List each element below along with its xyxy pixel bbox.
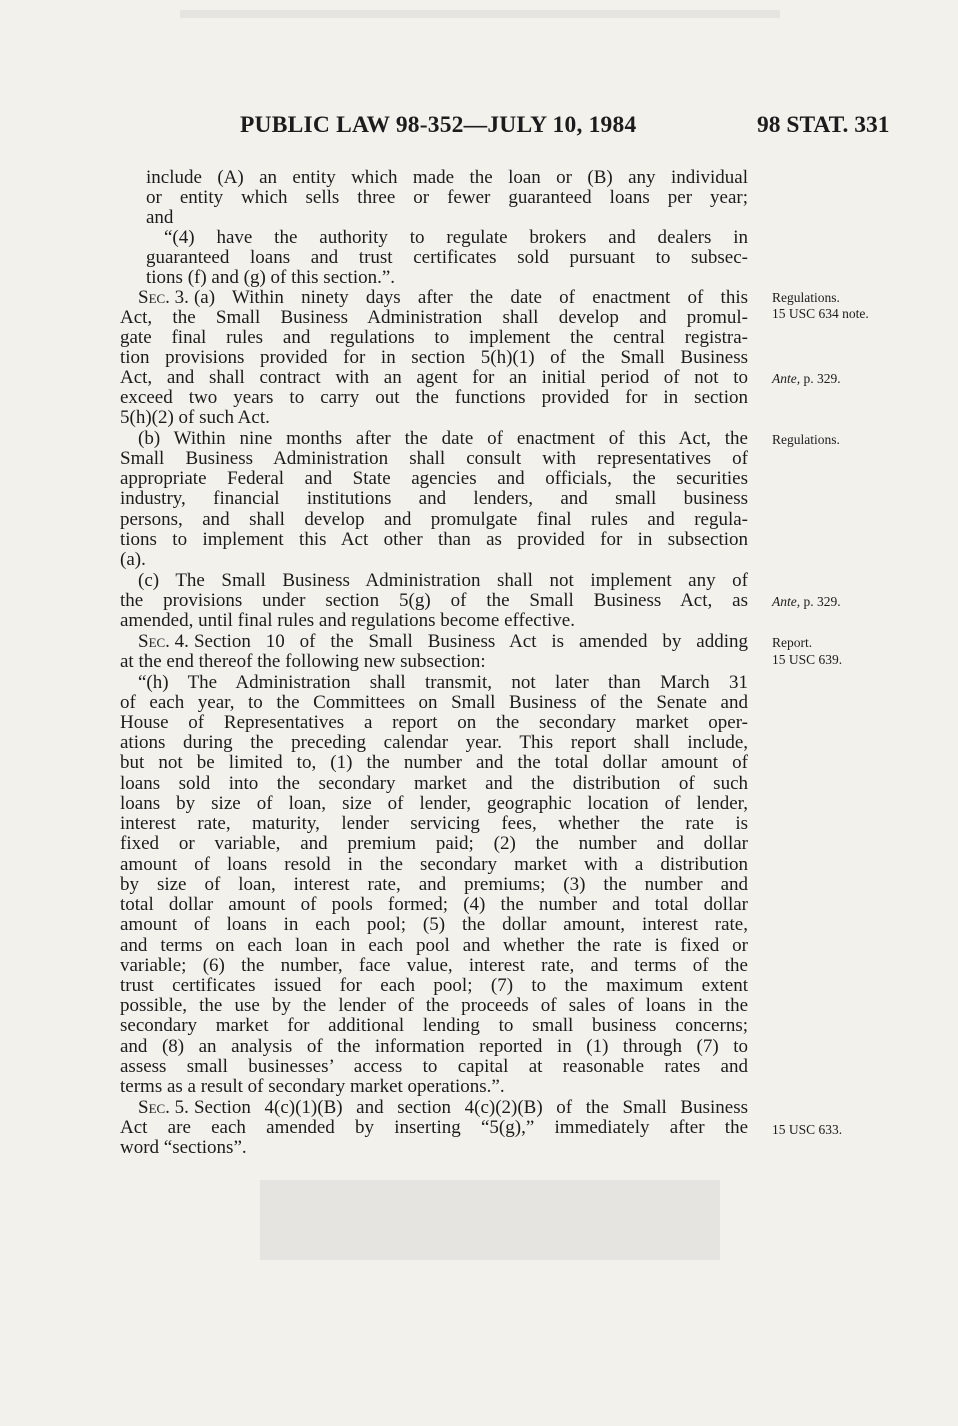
section-label: Sec. 3.: [138, 288, 189, 308]
ante-italic: Ante,: [772, 594, 801, 609]
body-line: fixed or variable, and premium paid; (2) the number and dollar: [120, 834, 748, 854]
section-label: Sec. 4.: [138, 632, 189, 652]
body-line: or entity which sells three or fewer guaranteed loans per year;: [146, 188, 748, 208]
body-line: Act, and shall contract with an agent for an initial period of not to: [120, 368, 748, 388]
body-line: (b) Within nine months after the date of enactment of this Act, the: [138, 429, 748, 449]
body-line: secondary market for additional lending to small business concerns;: [120, 1016, 748, 1036]
body-line: tions to implement this Act other than as provided for in subsection: [120, 530, 748, 550]
body-line: Small Business Administration shall consult with representatives of: [120, 449, 748, 469]
margin-note-regulations: Regulations.: [772, 290, 840, 305]
body-line: “(h) The Administration shall transmit, not later than March 31: [138, 673, 748, 693]
body-line: word “sections”.: [120, 1138, 247, 1158]
body-line: Section 10 of the Small Business Act is amended by adding: [193, 632, 748, 652]
body-line: interest rate, maturity, lender servicing fees, whether the rate is: [120, 814, 748, 834]
margin-note-ante: [772, 594, 841, 609]
body-line: tion provisions provided for in section 5(h)(1) of the Small Business: [120, 348, 748, 368]
margin-note-usc-citation: 15 USC 634 note.: [772, 306, 869, 321]
body-line: guaranteed loans and trust certificates sold pursuant to subsec-: [146, 248, 748, 268]
body-line: possible, the use by the lender of the proceeds of sales of loans in the: [120, 996, 748, 1016]
body-line: amended, until final rules and regulations become effective.: [120, 611, 575, 631]
bleed-through-top: [180, 10, 780, 18]
body-line: gate final rules and regulations to implement the central registra-: [120, 328, 748, 348]
body-line: exceed two years to carry out the functions provided for in section: [120, 388, 748, 408]
page-header-title: PUBLIC LAW 98-352—JULY 10, 1984: [240, 112, 637, 138]
body-line: (a).: [120, 550, 146, 570]
section-4-line: [138, 632, 748, 652]
ante-page: p. 329.: [803, 594, 841, 609]
section-5-line: [138, 1098, 748, 1118]
body-line: and: [146, 208, 174, 228]
body-line: “(4) have the authority to regulate brokers and dealers in: [164, 228, 748, 248]
body-line: the provisions under section 5(g) of the Small Business Act, as: [120, 591, 748, 611]
ante-page: p. 329.: [803, 371, 841, 386]
body-line: (c) The Small Business Administration shall not implement any of: [138, 571, 748, 591]
body-line: at the end thereof the following new subsection:: [120, 652, 486, 672]
body-line: but not be limited to, (1) the number and the total dollar amount of: [120, 753, 748, 773]
section-label: Sec. 5.: [138, 1098, 189, 1118]
body-line: 5(h)(2) of such Act.: [120, 408, 270, 428]
body-line: trust certificates issued for each pool; (7) to the maximum extent: [120, 976, 748, 996]
page-header-stat: 98 STAT. 331: [757, 112, 890, 138]
body-line: and terms on each loan in each pool and whether the rate is fixed or: [120, 936, 748, 956]
margin-note-usc-citation: 15 USC 633.: [772, 1122, 843, 1137]
bleed-through-bottom: [260, 1180, 720, 1260]
margin-note-ante: [772, 371, 841, 386]
body-line: variable; (6) the number, face value, interest rate, and terms of the: [120, 956, 748, 976]
body-line: total dollar amount of pools formed; (4) the number and total dollar: [120, 895, 748, 915]
body-line: of each year, to the Committees on Small Business of the Senate and: [120, 693, 748, 713]
body-line: House of Representatives a report on the secondary market oper-: [120, 713, 748, 733]
body-line: and (8) an analysis of the information reported in (1) through (7) to: [120, 1037, 748, 1057]
body-line: ations during the preceding calendar year. This report shall include,: [120, 733, 748, 753]
body-line: by size of loan, interest rate, and premiums; (3) the number and: [120, 875, 748, 895]
section-3-line: [138, 288, 748, 308]
body-line: loans by size of loan, size of lender, geographic location of lender,: [120, 794, 748, 814]
body-line: tions (f) and (g) of this section.”.: [146, 268, 396, 288]
body-line: amount of loans resold in the secondary market with a distribution: [120, 855, 748, 875]
margin-note-regulations: Regulations.: [772, 432, 840, 447]
body-line: appropriate Federal and State agencies and officials, the securities: [120, 469, 748, 489]
body-line: loans sold into the secondary market and the distribution of such: [120, 774, 748, 794]
margin-note-report: Report.: [772, 635, 813, 650]
body-line: persons, and shall develop and promulgate final rules and regula-: [120, 510, 748, 530]
body-line: include (A) an entity which made the loan or (B) any individual: [146, 168, 748, 188]
body-line: Act, the Small Business Administration shall develop and promul-: [120, 308, 748, 328]
body-line: terms as a result of secondary market operations.”.: [120, 1077, 505, 1097]
body-line: amount of loans in each pool; (5) the dollar amount, interest rate,: [120, 915, 748, 935]
body-line: Act are each amended by inserting “5(g),” immediately after the: [120, 1118, 748, 1138]
margin-note-usc-citation: 15 USC 639.: [772, 652, 843, 667]
body-line: (a) Within ninety days after the date of enactment of this: [193, 288, 748, 308]
body-line: industry, financial institutions and lenders, and small business: [120, 489, 748, 509]
ante-italic: Ante,: [772, 371, 801, 386]
body-line: Section 4(c)(1)(B) and section 4(c)(2)(B) of the Small Business: [193, 1098, 748, 1118]
body-line: assess small businesses’ access to capital at reasonable rates and: [120, 1057, 748, 1077]
